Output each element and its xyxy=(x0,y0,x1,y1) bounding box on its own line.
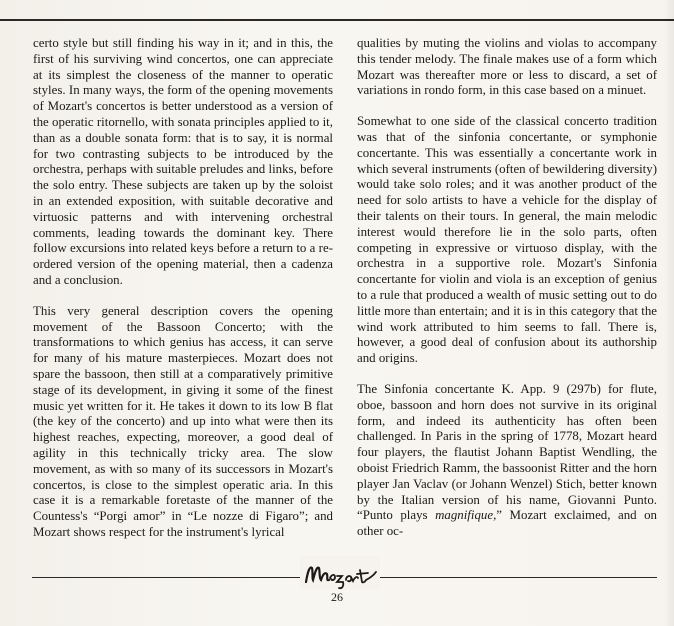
signature-icon xyxy=(300,556,380,590)
left-column xyxy=(33,36,333,541)
right-column xyxy=(357,36,657,540)
top-rule xyxy=(0,19,674,21)
right-paragraph-3-tail: ” Mozart exclaimed, and on other oc- xyxy=(357,508,658,539)
right-paragraph-2: Somewhat to one side of the classical concerto tradition was that of the sinfonia concertante, or symphonie concertante. This was essentially a concertante work in which several instruments (often of bewildering diversity) would take solo roles; and it was another product of the need for solo artists to have a vehicle for the display of their talents on their tours. In general, the main melodic interest would therefore lie in the solo parts, often competing in expressive or virtuoso display, with the orchestra in a supportive role. Mozart's Sinfonia concertante for violin and viola is an exception of genius to a rule that produced a wealth of music setting out to do little more than entertain; and it is in this category that the wind work attributed to him seems to fall. There is, however, a good deal of confusion about its authorship and origins. xyxy=(357,114,657,366)
page-number: 26 xyxy=(331,590,343,604)
right-paragraph-3-text: The Sinfonia concertante K. App. 9 (297b) for flute, oboe, bassoon and horn does not survive in its original form, and indeed its authenticity has often been challenged. In Paris in the spring of 1778, Mozart heard four players, the flautist Johann Baptist Wendling, the oboist Friedrich Ramm, the bassoonist Ritter and the horn player Jan Vaclav (or Johann Wenzel) Stich, better known by the Italian version of his name, Giovanni Punto. “Punto plays xyxy=(357,381,657,523)
mozart-signature-logo xyxy=(300,556,380,590)
right-paragraph-1: qualities by muting the violins and violas to accompany this tender melody. The finale makes use of a form which Mozart was thereafter more or less to discard, a set of variations in rondo form, in this case based on a minuet. xyxy=(357,36,657,98)
right-paragraph-3 xyxy=(357,382,657,540)
page-edge-shade xyxy=(664,0,674,626)
left-paragraph-1: certo style but still finding his way in it; and in this, the first of his surviving wind concertos, one can appreciate at its simplest the closeness of the manner to operatic styles. In many ways, the form of the opening movements of Mozart's concertos is better understood as a version of the operatic ritornello, with sonata principles applied to it, than as a double sonata form: that is to say, it is normal for two contrasting subjects to be introduced by the orchestra, perhaps with suitable preludes and links, before the solo entry. These subjects are taken up by the soloist in an extended exposition, with suitable decorative and virtuosic patterns and with intervening orchestral comments, leading towards the dominant key. There follow excursions into related keys before a return to a re-ordered version of the opening material, then a cadenza and a conclusion. xyxy=(33,36,333,287)
right-paragraph-3-italic: magnifique, xyxy=(435,508,497,523)
left-paragraph-2: This very general description covers the opening movement of the Bassoon Concerto; with the transformations to which genius has access, it can serve for many of his mature masterpieces. Mozart does not spare the bassoon, then still at a comparatively primitive stage of its development, in giving it some of the finest music yet written for it. He takes it down to its low B flat (the key of the concerto) and up into what were then its highest reaches, expecting, moreover, a good deal of agility in this technically tricky area. The slow movement, as with so many of its successors in Mozart's concertos, is close to the simplest operatic aria. In this case it is a remarkable foretaste of the manner of the Countess's “Porgi amor” in “Le nozze di Figaro”; and Mozart shows respect for the instrument's lyrical xyxy=(33,303,333,539)
